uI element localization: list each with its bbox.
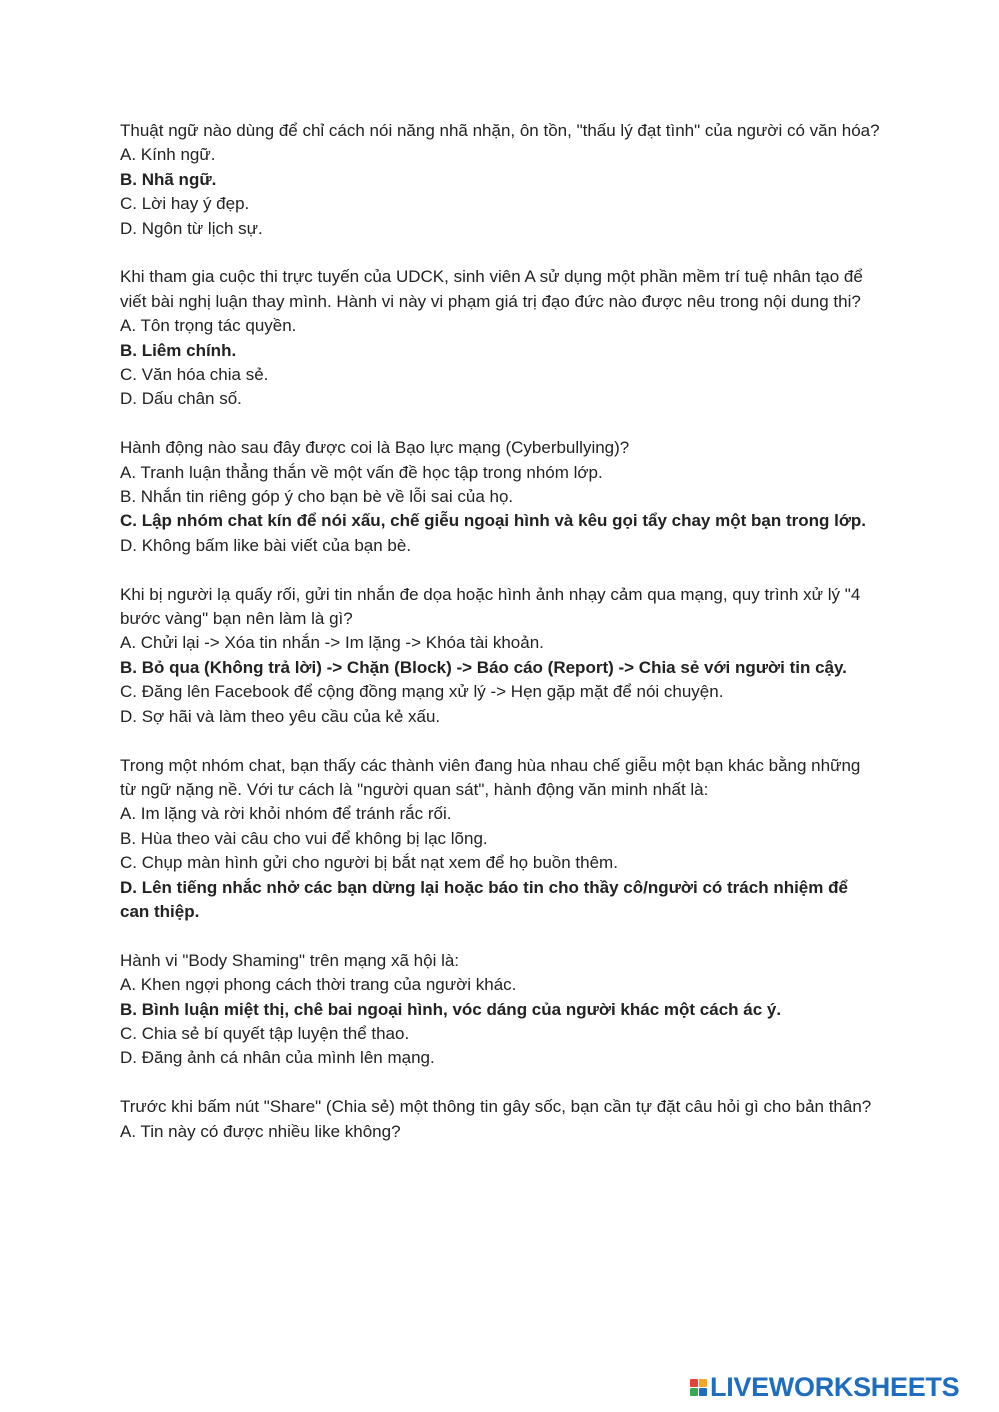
question-text: Khi tham gia cuộc thi trực tuyến của UDCK, sinh viên A sử dụng một phần mềm trí tuệ nhân tạo để viết bài nghị luận thay mình. Hành vi này vi phạm giá trị đạo đức nào được nêu trong nội dung thi? — [120, 267, 863, 311]
answer-option: D. Dấu chân số. — [120, 389, 242, 409]
answer-option: D. Đăng ảnh cá nhân của mình lên mạng. — [120, 1048, 435, 1068]
logo-text: LIVEWORKSHEETS — [710, 1372, 960, 1402]
answer-option: C. Văn hóa chia sẻ. — [120, 365, 269, 385]
answer-option: A. Tin này có được nhiều like không? — [120, 1121, 401, 1141]
question-block — [120, 119, 880, 241]
question-text: Thuật ngữ nào dùng để chỉ cách nói năng nhã nhặn, ôn tồn, "thấu lý đạt tình" của người có văn hóa? — [120, 121, 880, 140]
question-text: Trong một nhóm chat, bạn thấy các thành viên đang hùa nhau chế giễu một bạn khác bằng những từ ngữ nặng nề. Với tư cách là "người quan sát", hành động văn minh nhất là: — [120, 755, 861, 799]
answer-option: A. Tôn trọng tác quyền. — [120, 316, 297, 336]
answer-option: A. Khen ngợi phong cách thời trang của người khác. — [120, 975, 517, 995]
answer-option: A. Im lặng và rời khỏi nhóm để tránh rắc rối. — [120, 804, 452, 824]
liveworksheets-logo — [690, 1372, 959, 1402]
liveworksheets-logo-icon — [690, 1379, 707, 1396]
answer-option: B. Hùa theo vài câu cho vui để không bị lạc lõng. — [120, 828, 488, 848]
answer-option: A. Tranh luận thẳng thắn về một vấn đề học tập trong nhóm lớp. — [120, 462, 603, 482]
answer-option: D. Sợ hãi và làm theo yêu cầu của kẻ xấu. — [120, 706, 441, 726]
question-text: Hành động nào sau đây được coi là Bạo lực mạng (Cyberbullying)? — [120, 438, 630, 458]
answer-option: B. Nhắn tin riêng góp ý cho bạn bè về lỗi sai của họ. — [120, 487, 514, 507]
logo-square — [699, 1388, 707, 1396]
question-block — [120, 949, 880, 1071]
answer-option-correct: B. Liêm chính. — [120, 340, 237, 360]
answer-option: D. Ngôn từ lịch sự. — [120, 218, 263, 238]
question-text: Khi bị người lạ quấy rối, gửi tin nhắn đe dọa hoặc hình ảnh nhạy cảm qua mạng, quy trình xử lý "4 bước vàng" bạn nên làm là gì? — [120, 584, 861, 629]
question-block — [120, 265, 880, 411]
question-block — [120, 583, 880, 729]
worksheet-content — [120, 119, 880, 1168]
question-block — [120, 754, 880, 925]
answer-option-correct: B. Nhã ngữ. — [120, 169, 217, 189]
logo-square — [699, 1379, 707, 1387]
question-text: Trước khi bấm nút "Share" (Chia sẻ) một thông tin gây sốc, bạn cần tự đặt câu hỏi gì cho bản thân? — [120, 1097, 872, 1117]
logo-square — [690, 1388, 698, 1396]
answer-option-correct: B. Bỏ qua (Không trả lời) -> Chặn (Block) -> Báo cáo (Report) -> Chia sẻ với người tin cậy. — [120, 657, 847, 677]
answer-option: C. Chia sẻ bí quyết tập luyện thể thao. — [120, 1023, 410, 1043]
question-block — [120, 1095, 880, 1144]
answer-option-correct: C. Lập nhóm chat kín để nói xấu, chế giễu ngoại hình và kêu gọi tẩy chay một bạn trong lớp. — [120, 511, 867, 531]
answer-option: A. Chửi lại -> Xóa tin nhắn -> Im lặng -> Khóa tài khoản. — [120, 633, 544, 653]
answer-option: C. Chụp màn hình gửi cho người bị bắt nạt xem để họ buồn thêm. — [120, 853, 618, 873]
question-text: Hành vi "Body Shaming" trên mạng xã hội là: — [120, 950, 460, 970]
answer-option: C. Đăng lên Facebook để cộng đồng mạng xử lý -> Hẹn gặp mặt để nói chuyện. — [120, 682, 724, 702]
answer-option: C. Lời hay ý đẹp. — [120, 194, 250, 214]
answer-option: A. Kính ngữ. — [120, 145, 216, 165]
logo-square — [690, 1379, 698, 1387]
answer-option-correct: D. Lên tiếng nhắc nhở các bạn dừng lại hoặc báo tin cho thầy cô/người có trách nhiệm để can thiệp. — [120, 877, 848, 921]
answer-option-correct: B. Bình luận miệt thị, chê bai ngoại hình, vóc dáng của người khác một cách ác ý. — [120, 999, 782, 1019]
answer-option: D. Không bấm like bài viết của bạn bè. — [120, 535, 412, 555]
question-block — [120, 436, 880, 558]
